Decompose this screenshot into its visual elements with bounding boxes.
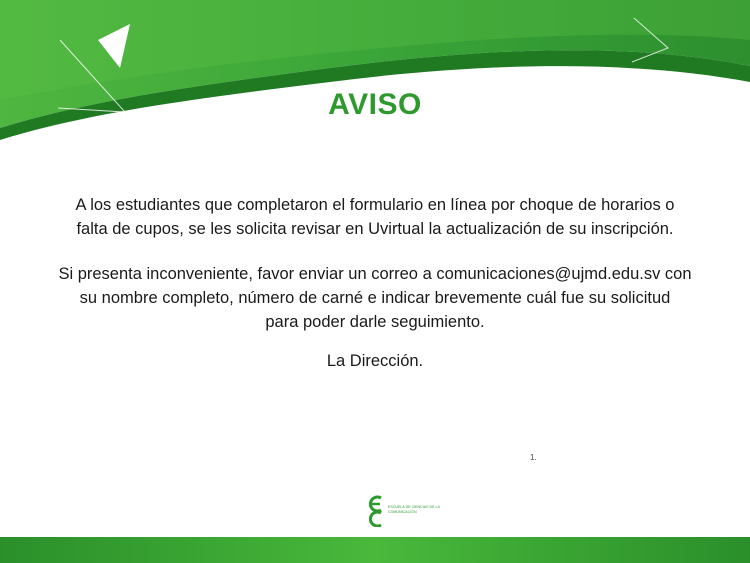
page-number: 1. xyxy=(530,453,537,462)
footer-band xyxy=(0,537,750,563)
notice-title: AVISO xyxy=(328,88,422,121)
notice-paragraph-2 xyxy=(40,262,710,334)
school-logo-text: ESCUELA DE CIENCIAS DE LA COMUNICACIÓN xyxy=(388,505,440,514)
school-logo-icon xyxy=(367,495,387,527)
paragraph-2-line-1: Si presenta inconveniente, favor enviar un correo a comunicaciones@ujmd.edu.sv con xyxy=(58,265,692,283)
paragraph-2-line-3: para poder darle seguimiento. xyxy=(265,313,485,331)
paragraph-1-line-1: A los estudiantes que completaron el formulario en línea por choque de horarios o xyxy=(75,196,675,214)
school-logo xyxy=(367,495,440,529)
paragraph-2-line-2: su nombre completo, número de carné e indicar brevemente cuál fue su solicitud xyxy=(79,289,671,307)
signature: La Dirección. xyxy=(326,352,424,370)
notice-paragraph-1 xyxy=(40,193,710,241)
paragraph-1-line-2: falta de cupos, se les solicita revisar en Uvirtual la actualización de su inscripción. xyxy=(76,220,674,238)
